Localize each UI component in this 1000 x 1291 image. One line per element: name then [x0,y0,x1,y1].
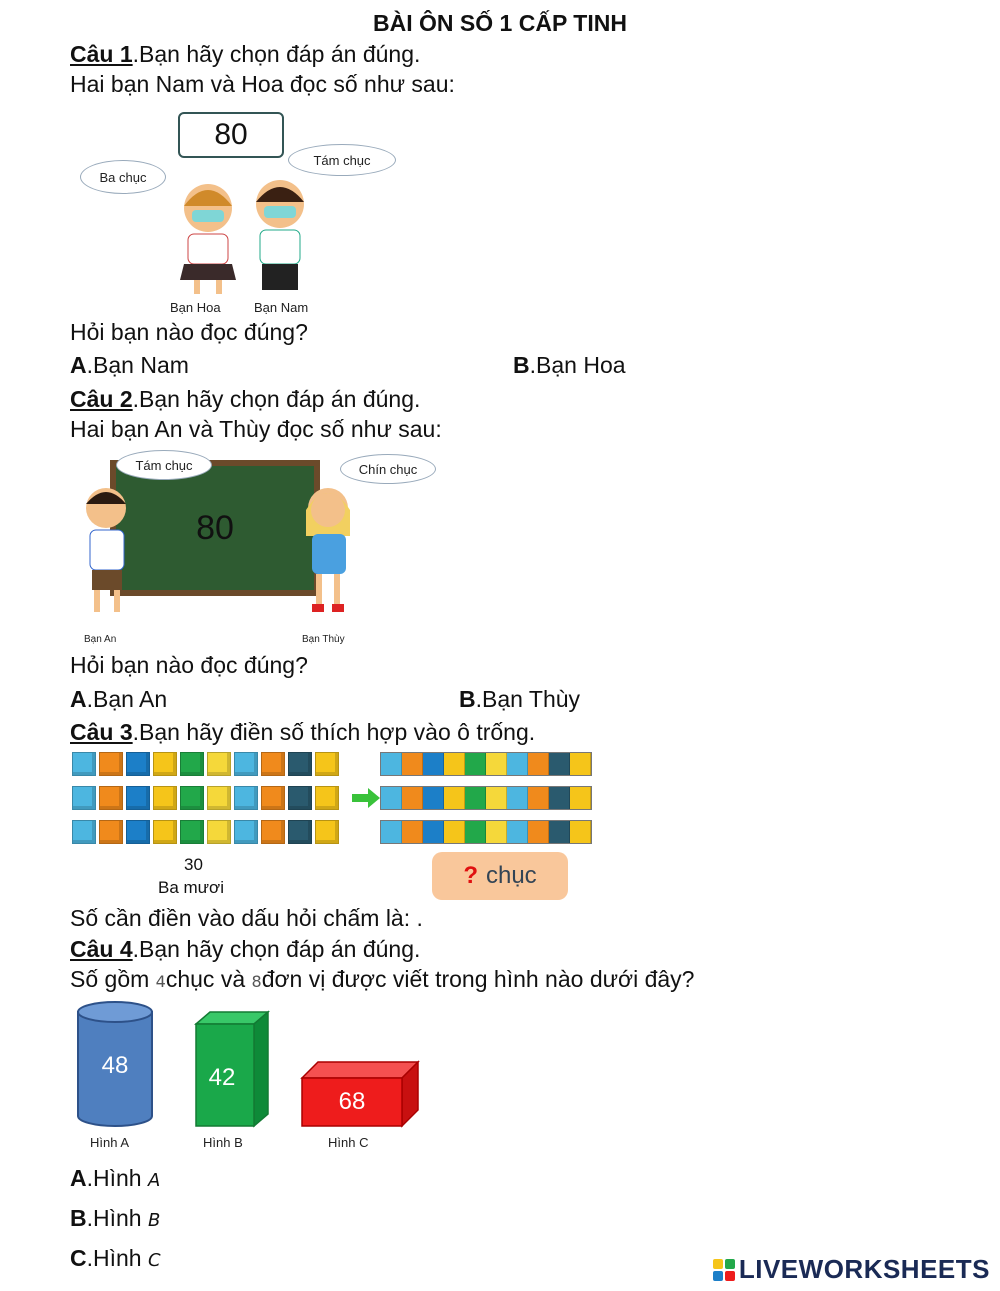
rod-segment [423,821,444,843]
unit-cube [99,820,123,844]
unit-cube [288,820,312,844]
shape-c-caption: Hình C [328,1135,369,1150]
q4-header [70,935,420,963]
rod-segment [465,821,486,843]
unit-cube [207,786,231,810]
q4-prompt: .Bạn hãy chọn đáp án đúng. [132,936,421,962]
q4-tens: 4 [155,972,166,991]
q4-option-b[interactable] [70,1204,160,1235]
q4-option-c-ital: C [148,1250,161,1271]
q4-ones: 8 [251,972,262,991]
unit-cube [153,786,177,810]
unit-cube [261,752,285,776]
unit-cube [99,752,123,776]
q3-number: 30 [184,855,203,874]
shape-b-caption: Hình B [203,1135,243,1150]
q4-option-c-letter: C [70,1245,87,1271]
rod-segment [444,821,465,843]
shape-a-value: 48 [101,1052,129,1079]
unit-cube [180,752,204,776]
rod-segment [423,753,444,775]
q4-stem-1: Số gồm [70,966,156,992]
rod-segment [465,787,486,809]
q4-stem [70,965,694,996]
q2-option-b-text: .Bạn Thùy [475,686,581,712]
rod-segment [528,753,549,775]
q2-name-right: Bạn Thùy [302,634,345,645]
q1-option-b-letter: B [513,352,530,378]
q3-answer-unit: chục [485,862,537,889]
rod-segment [402,787,423,809]
ten-rod-1 [380,752,592,776]
rod-segment [381,753,402,775]
q4-option-b-letter: B [70,1205,87,1231]
q2-name-left: Bạn An [84,634,117,645]
unit-cube [234,752,258,776]
q1-option-b[interactable] [513,351,626,379]
q4-option-c[interactable] [70,1244,161,1275]
rod-segment [402,753,423,775]
q4-stem-3: đơn vị được viết trong hình nào dưới đây? [261,966,695,992]
q1-option-a[interactable] [70,351,189,379]
q2-header [70,385,420,413]
q1-option-b-text: .Bạn Hoa [529,352,626,378]
q1-prompt: .Bạn hãy chọn đáp án đúng. [132,41,421,67]
shape-c-value: 68 [338,1088,366,1115]
rod-segment [528,821,549,843]
rod-segment [570,787,591,809]
rod-segment [507,787,528,809]
liveworksheets-logo[interactable] [713,1254,990,1285]
unit-cube [72,786,96,810]
ten-rod-2 [380,786,592,810]
rod-segment [549,821,570,843]
q2-option-b-letter: B [459,686,476,712]
shape-a-caption: Hình A [90,1135,130,1150]
q3-number-words: Ba mươi [158,878,224,897]
unit-cube [126,786,150,810]
q1-bubble-right: Tám chục [288,144,396,176]
unit-cube [315,752,339,776]
q2-option-b[interactable] [459,685,580,713]
q3-header [70,718,535,746]
rod-segment [507,753,528,775]
q2-option-a-letter: A [70,686,87,712]
unit-cube [315,786,339,810]
q2-bubble-right: Chín chục [340,454,436,484]
rod-segment [381,787,402,809]
q2-question: Hỏi bạn nào đọc đúng? [70,652,308,678]
q2-illustration [72,450,442,652]
cube-row-2 [72,786,342,810]
q3-prompt: .Bạn hãy điền số thích hợp vào ô trống. [132,719,536,745]
rod-segment [486,821,507,843]
unit-cube [315,820,339,844]
q2-bubble-left: Tám chục [116,450,212,480]
rod-segment [486,787,507,809]
q2-chalkboard: 80 [110,460,320,596]
ten-rod-3 [380,820,592,844]
unit-cube [153,820,177,844]
q4-option-b-ital: B [148,1210,161,1231]
q1-label: Câu 1 [70,41,133,67]
unit-cube [72,820,96,844]
unit-cube [126,752,150,776]
q2-intro: Hai bạn An và Thùy đọc số như sau: [70,416,442,442]
q4-stem-2: chục và [165,966,252,992]
unit-cube [261,786,285,810]
q3-label: Câu 3 [70,719,133,745]
q3-fill-prompt: Số cần điền vào dấu hỏi chấm là: . [70,905,423,931]
rod-segment [465,753,486,775]
unit-cube [99,786,123,810]
arrow-right-icon [350,786,382,810]
q4-option-a-letter: A [70,1165,87,1191]
logo-mark-icon [713,1259,735,1281]
q3-answer-mark: ? [463,862,478,889]
rod-segment [549,753,570,775]
rod-segment [570,753,591,775]
q4-label: Câu 4 [70,936,133,962]
unit-cube [288,752,312,776]
q1-question: Hỏi bạn nào đọc đúng? [70,319,308,345]
q1-bubble-left: Ba chục [80,160,166,194]
q2-option-a[interactable] [70,685,167,713]
q1-intro: Hai bạn Nam và Hoa đọc số như sau: [70,71,455,97]
q4-option-a-ital: A [148,1170,161,1191]
q1-children-figure [158,168,338,298]
unit-cube [288,786,312,810]
rod-segment [549,787,570,809]
rod-segment [381,821,402,843]
q1-name-right: Bạn Nam [254,300,309,315]
q1-number-card: 80 [178,112,284,158]
unit-cube [234,786,258,810]
unit-cube [72,752,96,776]
logo-text: LIVEWORKSHEETS [738,1254,990,1284]
rod-segment [528,787,549,809]
unit-cube [261,820,285,844]
rod-segment [444,787,465,809]
q3-answer-box [432,852,568,900]
q4-option-c-text: .Hình [86,1245,148,1271]
unit-cube [180,786,204,810]
q1-option-a-letter: A [70,352,87,378]
unit-cube [207,752,231,776]
q1-option-a-text: .Bạn Nam [86,352,189,378]
q2-option-a-text: .Bạn An [86,686,168,712]
worksheet-title: BÀI ÔN SỐ 1 CẤP TINH [373,10,627,36]
unit-cube [126,820,150,844]
rod-segment [486,753,507,775]
shape-b-value: 42 [208,1064,236,1091]
unit-cube [207,820,231,844]
q2-boy-figure [72,480,142,620]
q4-option-a-text: .Hình [86,1165,148,1191]
rod-segment [423,787,444,809]
q1-illustration [78,108,398,318]
q4-option-a[interactable] [70,1164,160,1195]
rod-segment [570,821,591,843]
rod-segment [444,753,465,775]
rod-segment [507,821,528,843]
q1-header [70,40,420,68]
unit-cube [180,820,204,844]
q2-prompt: .Bạn hãy chọn đáp án đúng. [132,386,421,412]
q2-label: Câu 2 [70,386,133,412]
cube-row-3 [72,820,342,844]
q2-girl-figure [294,480,364,620]
cube-row-1 [72,752,342,776]
q4-option-b-text: .Hình [86,1205,148,1231]
rod-segment [402,821,423,843]
unit-cube [234,820,258,844]
unit-cube [153,752,177,776]
q1-name-left: Bạn Hoa [170,300,221,315]
